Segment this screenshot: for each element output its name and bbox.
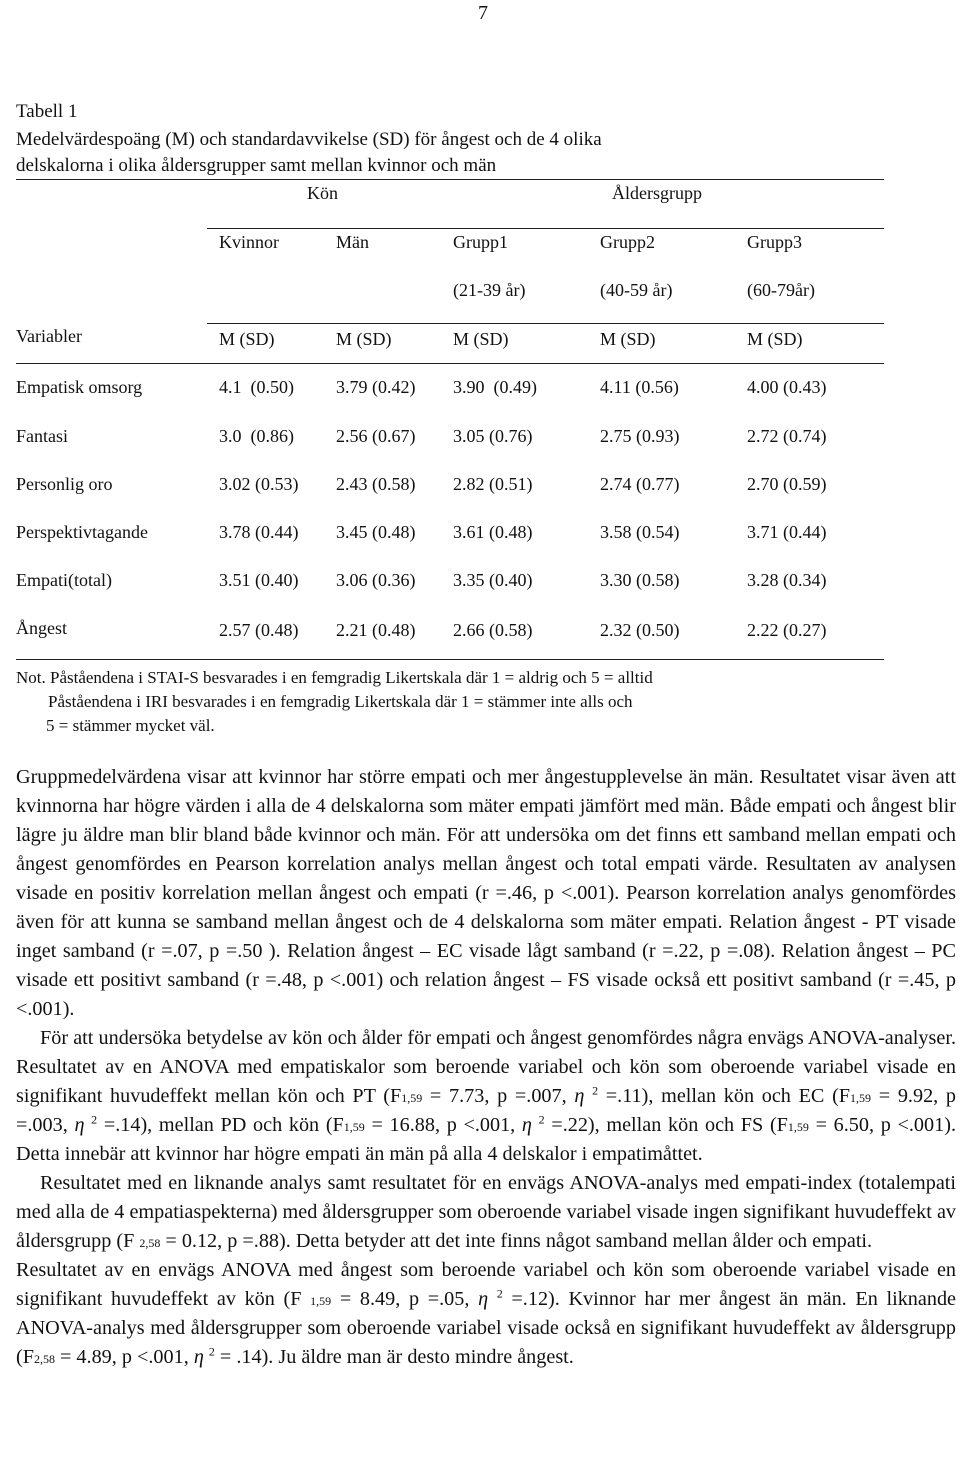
table-cell: 3.79 (0.42) (336, 377, 416, 397)
column-header-grupp1: Grupp1 (453, 232, 508, 252)
table-cell: 3.51 (0.40) (219, 570, 299, 590)
table-label: Tabell 1 (16, 101, 78, 122)
table-cell: 2.21 (0.48) (336, 620, 416, 640)
table-top-rule (16, 179, 884, 180)
table-cell: 3.05 (0.76) (453, 426, 533, 446)
table-cell: 3.02 (0.53) (219, 474, 299, 494)
table-cell: 2.74 (0.77) (600, 474, 680, 494)
stat-label-kvinnor: M (SD) (219, 329, 275, 349)
body-paragraph-4: Resultatet av en envägs ANOVA med ångest som beroende variabel och kön som oberoende variabel visade en signifikant huvudeffekt av kön (F 1,59 = 8.49, p =.05, η $^2$ =.12). Kvinnor har mer ångest än män. En liknande ANOVA-analys med åldersgrupper som oberoende variabel visade också en signifikant huvudeffekt av åldersgrupp (F2,58 = 4.89, p <.001, η $^2$ = .14). Ju äldre man är desto mindre ångest. (16, 1259, 956, 1368)
stat-label-man: M (SD) (336, 329, 392, 349)
table-cell: 4.00 (0.43) (747, 377, 827, 397)
row-label-empatisk-omsorg: Empatisk omsorg (16, 377, 143, 397)
table-cell: 2.32 (0.50) (600, 620, 680, 640)
table-note (16, 666, 653, 738)
note-line-2: Påståendena i IRI besvarades i en femgradig Likertskala där 1 = stämmer inte alls och (48, 692, 633, 711)
age-range-grupp1: (21-39 år) (453, 280, 526, 300)
group-header-gender: Kön (307, 183, 338, 203)
table-cell: 2.66 (0.58) (453, 620, 533, 640)
table-cell: 2.72 (0.74) (747, 426, 827, 446)
table-cell: 2.70 (0.59) (747, 474, 827, 494)
table-cell: 2.56 (0.67) (336, 426, 416, 446)
column-header-grupp2: Grupp2 (600, 232, 655, 252)
row-label-angest: Ångest (16, 618, 67, 638)
row-label-personlig-oro: Personlig oro (16, 474, 113, 494)
table-cell: 3.30 (0.58) (600, 570, 680, 590)
note-line-3: 5 = stämmer mycket väl. (46, 716, 215, 735)
column-header-kvinnor: Kvinnor (219, 232, 279, 252)
table-caption-line2: delskalorna i olika åldersgrupper samt mellan kvinnor och män (16, 155, 497, 176)
row-label-fantasi: Fantasi (16, 426, 68, 446)
group-header-rule (207, 228, 884, 229)
table-caption-line1: Medelvärdespoäng (M) och standardavvikelse (SD) för ångest och de 4 olika (16, 129, 602, 150)
table-cell: 4.1 (0.50) (219, 377, 294, 397)
note-line-1: Not. Påståendena i STAI-S besvarades i en femgradig Likertskala där 1 = aldrig och 5 = alltid (16, 668, 653, 687)
table-cell: 2.43 (0.58) (336, 474, 416, 494)
age-range-grupp2: (40-59 år) (600, 280, 673, 300)
table-cell: 2.75 (0.93) (600, 426, 680, 446)
table-cell: 3.35 (0.40) (453, 570, 533, 590)
table-cell: 3.71 (0.44) (747, 522, 827, 542)
table-cell: 3.90 (0.49) (453, 377, 537, 397)
group-header-age: Åldersgrupp (612, 183, 702, 203)
table-cell: 3.06 (0.36) (336, 570, 416, 590)
page-number: 7 (478, 2, 488, 24)
table-cell: 3.61 (0.48) (453, 522, 533, 542)
table-cell: 3.58 (0.54) (600, 522, 680, 542)
column-header-rule (207, 323, 884, 324)
column-header-man: Män (336, 232, 369, 252)
table-cell: 3.45 (0.48) (336, 522, 416, 542)
table-cell: 3.78 (0.44) (219, 522, 299, 542)
table-cell: 2.57 (0.48) (219, 620, 299, 640)
table-header-bottom-rule (16, 363, 884, 364)
body-paragraph-2: För att undersöka betydelse av kön och ålder för empati och ångest genomfördes några envägs ANOVA-analyser. Resultatet av en ANOVA med empatiskalor som beroende variabel och kön som oberoende variabel visade en signifikant huvudeffekt mellan kön och PT (F1,59 = 7.73, p =.007, η $^2$ =.11), mellan kön och EC (F1,59 = 9.92, p =.003, η $^2$ =.14), mellan PD och kön (F1,59 = 16.88, p <.001, η $^2$ =.22), mellan kön och FS (F1,59 = 6.50, p <.001). Detta innebär att kvinnor har högre empati än män på alla 4 delskalor i empatimåttet. (16, 1027, 957, 1165)
stat-label-grupp2: M (SD) (600, 329, 656, 349)
table-cell: 3.0 (0.86) (219, 426, 294, 446)
row-label-perspektivtagande: Perspektivtagande (16, 522, 148, 542)
table-cell: 3.28 (0.34) (747, 570, 827, 590)
table-cell: 2.82 (0.51) (453, 474, 533, 494)
body-text (16, 763, 956, 1372)
row-header-variabler: Variabler (16, 326, 82, 346)
table-cell: 2.22 (0.27) (747, 620, 827, 640)
stat-label-grupp3: M (SD) (747, 329, 803, 349)
body-paragraph-1: Gruppmedelvärdena visar att kvinnor har större empati och mer ångestupplevelse än män. Resultatet visar även att kvinnorna har högre värden i alla de 4 delskalorna som mäter empati jämfört med män. Både empati och ångest blir lägre ju äldre man blir bland både kvinnor och män. För att undersöka om det finns ett samband mellan empati och ångest genomfördes en Pearson korrelation analys mellan ångest och total empati värde. Resultaten av analysen visade en positiv korrelation mellan ångest och empati (r =.46, p <.001). Pearson korrelation analys genomfördes även för att kunna se samband mellan ångest och de 4 delskalorna som mäter empati. Relation ångest - PT visade inget samband (r =.07, p =.50 ). Relation ångest – EC visade lågt samband (r =.22, p =.08). Relation ångest – PC visade ett positivt samband (r =.48, p <.001) och relation ångest – FS visade också ett positivt samband (r =.45, p <.001). (16, 766, 956, 1020)
table-bottom-rule (16, 659, 884, 660)
stat-label-grupp1: M (SD) (453, 329, 509, 349)
column-header-grupp3: Grupp3 (747, 232, 802, 252)
body-paragraph-3: Resultatet med en liknande analys samt resultatet för en envägs ANOVA-analys med empati-index (totalempati med alla de 4 empatiaspekterna) med åldersgrupper som oberoende variabel visade ingen signifikant huvudeffekt av åldersgrupp (F 2,58 = 0.12, p =.88). Detta betyder att det inte finns något samband mellan ålder och empati. (16, 1172, 956, 1252)
table-cell: 4.11 (0.56) (600, 377, 679, 397)
age-range-grupp3: (60-79år) (747, 280, 815, 300)
row-label-empati-total: Empati(total) (16, 570, 112, 590)
